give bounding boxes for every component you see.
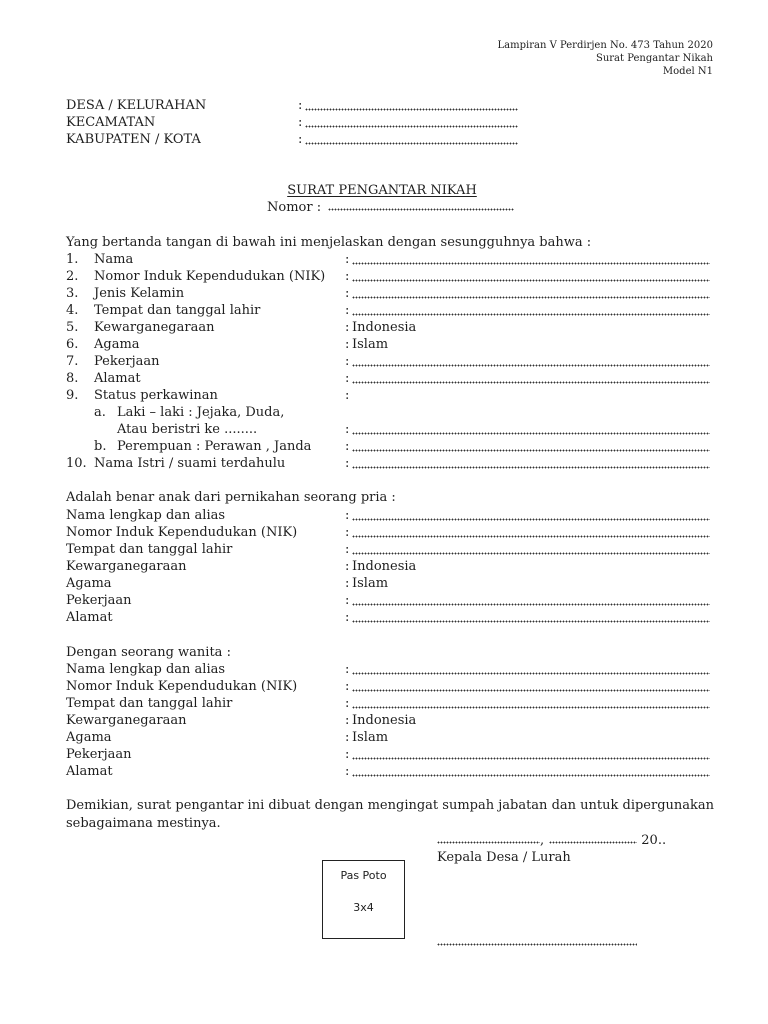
blank-line xyxy=(352,432,710,435)
colon: : xyxy=(345,303,350,318)
field-label: Nama xyxy=(94,252,134,267)
mother-field-nik xyxy=(0,678,768,695)
blank-line xyxy=(352,466,710,469)
father-field-pekerjaan xyxy=(0,592,768,609)
blank-line xyxy=(352,535,710,538)
blank-line xyxy=(305,125,518,128)
blank-line xyxy=(352,552,710,555)
blank-line xyxy=(352,757,710,760)
region-kabupaten xyxy=(0,131,768,148)
field-label: Kewarganegaraan xyxy=(66,559,187,574)
colon: : xyxy=(345,679,350,694)
colon: : xyxy=(298,98,303,113)
colon: : xyxy=(345,730,350,745)
signature-blank-line xyxy=(437,943,637,946)
field-number: 6. xyxy=(66,337,79,352)
field-alamat xyxy=(0,370,768,387)
status-option-a xyxy=(0,404,768,421)
colon: : xyxy=(298,132,303,147)
blank-line xyxy=(352,279,710,282)
region-label: DESA / KELURAHAN xyxy=(66,98,207,113)
colon: : xyxy=(345,354,350,369)
field-kewarganegaraan xyxy=(0,319,768,336)
blank-line xyxy=(352,603,710,606)
field-value: Islam xyxy=(352,337,389,352)
father-field-alamat xyxy=(0,609,768,626)
option-label: Atau beristri ke ........ xyxy=(117,422,258,437)
field-number: 4. xyxy=(66,303,79,318)
field-label: Status perkawinan xyxy=(94,388,218,403)
colon: : xyxy=(345,542,350,557)
field-label: Pekerjaan xyxy=(66,747,132,762)
mother-field-kewarganegaraan xyxy=(0,712,768,729)
blank-line xyxy=(352,449,710,452)
father-field-ttl xyxy=(0,541,768,558)
header-form-name: Surat Pengantar Nikah xyxy=(595,53,713,64)
field-label: Kewarganegaraan xyxy=(66,713,187,728)
mother-intro: Dengan seorang wanita : xyxy=(66,645,231,660)
signatory-title: Kepala Desa / Lurah xyxy=(437,850,571,865)
field-status-perkawinan xyxy=(0,387,768,404)
colon: : xyxy=(345,747,350,762)
field-label: Tempat dan tanggal lahir xyxy=(66,542,233,557)
blank-line xyxy=(305,108,518,111)
status-option-b xyxy=(0,438,768,455)
field-agama xyxy=(0,336,768,353)
mother-field-agama xyxy=(0,729,768,746)
colon: : xyxy=(345,252,350,267)
comma: , xyxy=(540,833,545,848)
field-label: Tempat dan tanggal lahir xyxy=(94,303,261,318)
blank-line xyxy=(352,689,710,692)
blank-line xyxy=(352,620,710,623)
field-label: Nama lengkap dan alias xyxy=(66,508,226,523)
colon: : xyxy=(345,508,350,523)
field-number: 9. xyxy=(66,388,79,403)
colon: : xyxy=(298,115,303,130)
option-label: Laki – laki : Jejaka, Duda, xyxy=(117,405,285,420)
field-number: 7. xyxy=(66,354,79,369)
region-label: KABUPATEN / KOTA xyxy=(66,132,201,147)
blank-line xyxy=(352,774,710,777)
field-label: Alamat xyxy=(94,371,141,386)
blank-line xyxy=(352,364,710,367)
field-label: Nomor Induk Kependudukan (NIK) xyxy=(66,525,298,540)
blank-line xyxy=(352,381,710,384)
mother-field-nama xyxy=(0,661,768,678)
option-letter: a. xyxy=(94,405,106,420)
blank-line xyxy=(328,208,514,211)
option-label: Perempuan : Perawan , Janda xyxy=(117,439,312,454)
field-label: Nama Istri / suami terdahulu xyxy=(94,456,286,471)
blank-line xyxy=(352,518,710,521)
field-label: Nama lengkap dan alias xyxy=(66,662,226,677)
blank-line xyxy=(549,841,637,844)
status-option-a-continuation xyxy=(0,421,768,438)
field-label: Alamat xyxy=(66,764,113,779)
field-label: Agama xyxy=(94,337,140,352)
field-nama xyxy=(0,251,768,268)
region-label: KECAMATAN xyxy=(66,115,156,130)
field-value: Indonesia xyxy=(352,559,417,574)
field-label: Pekerjaan xyxy=(66,593,132,608)
colon: : xyxy=(345,576,350,591)
subject-intro: Yang bertanda tangan di bawah ini menjelaskan dengan sesungguhnya bahwa : xyxy=(66,235,592,250)
photo-size: 3x4 xyxy=(353,901,374,914)
father-field-kewarganegaraan xyxy=(0,558,768,575)
mother-field-ttl xyxy=(0,695,768,712)
colon: : xyxy=(345,610,350,625)
document-title-text: SURAT PENGANTAR NIKAH xyxy=(287,183,477,198)
mother-field-pekerjaan xyxy=(0,746,768,763)
father-field-nik xyxy=(0,524,768,541)
field-label: Nomor Induk Kependudukan (NIK) xyxy=(94,269,326,284)
mother-field-alamat xyxy=(0,763,768,780)
field-nik xyxy=(0,268,768,285)
father-intro: Adalah benar anak dari pernikahan seorang pria : xyxy=(66,490,396,505)
field-value: Islam xyxy=(352,730,389,745)
field-tempat-tanggal-lahir xyxy=(0,302,768,319)
father-field-agama xyxy=(0,575,768,592)
blank-line xyxy=(352,262,710,265)
field-number: 3. xyxy=(66,286,79,301)
option-letter: b. xyxy=(94,439,107,454)
blank-line xyxy=(437,841,540,844)
father-field-nama xyxy=(0,507,768,524)
colon: : xyxy=(345,422,350,437)
colon: : xyxy=(345,439,350,454)
blank-line xyxy=(352,706,710,709)
year-text: 20.. xyxy=(641,833,667,848)
field-number: 10. xyxy=(66,456,87,471)
photo-label: Pas Poto xyxy=(340,869,387,882)
colon: : xyxy=(345,764,350,779)
place-date-line xyxy=(437,832,666,849)
document-title xyxy=(0,182,764,199)
colon: : xyxy=(345,286,350,301)
field-label: Kewarganegaraan xyxy=(94,320,215,335)
colon: : xyxy=(345,525,350,540)
field-label: Alamat xyxy=(66,610,113,625)
closing-line-1: Demikian, surat pengantar ini dibuat dengan mengingat sumpah jabatan dan untuk dipergunakan xyxy=(66,798,715,813)
nomor-label: Nomor : xyxy=(267,200,322,215)
region-kecamatan xyxy=(0,114,768,131)
colon: : xyxy=(345,662,350,677)
blank-line xyxy=(352,313,710,316)
blank-line xyxy=(352,672,710,675)
field-jenis-kelamin xyxy=(0,285,768,302)
header-model: Model N1 xyxy=(662,66,713,77)
region-desa xyxy=(0,97,768,114)
colon: : xyxy=(345,371,350,386)
field-number: 2. xyxy=(66,269,79,284)
blank-line xyxy=(352,296,710,299)
colon: : xyxy=(345,337,350,352)
colon: : xyxy=(345,593,350,608)
blank-line xyxy=(305,142,518,145)
field-label: Agama xyxy=(66,576,112,591)
field-value: Indonesia xyxy=(352,713,417,728)
photo-box xyxy=(322,860,405,939)
field-label: Jenis Kelamin xyxy=(94,286,185,301)
field-label: Agama xyxy=(66,730,112,745)
colon: : xyxy=(345,559,350,574)
closing-line-2: sebagaimana mestinya. xyxy=(66,816,221,831)
field-value: Indonesia xyxy=(352,320,417,335)
header-lampiran: Lampiran V Perdirjen No. 473 Tahun 2020 xyxy=(497,40,713,51)
field-value: Islam xyxy=(352,576,389,591)
colon: : xyxy=(345,696,350,711)
nomor-line xyxy=(267,199,514,216)
colon: : xyxy=(345,713,350,728)
field-number: 5. xyxy=(66,320,79,335)
colon: : xyxy=(345,320,350,335)
field-number: 8. xyxy=(66,371,79,386)
field-pasangan-terdahulu xyxy=(0,455,768,472)
field-label: Pekerjaan xyxy=(94,354,160,369)
colon: : xyxy=(345,269,350,284)
field-label: Nomor Induk Kependudukan (NIK) xyxy=(66,679,298,694)
field-pekerjaan xyxy=(0,353,768,370)
field-label: Tempat dan tanggal lahir xyxy=(66,696,233,711)
colon: : xyxy=(345,388,350,403)
field-number: 1. xyxy=(66,252,79,267)
colon: : xyxy=(345,456,350,471)
